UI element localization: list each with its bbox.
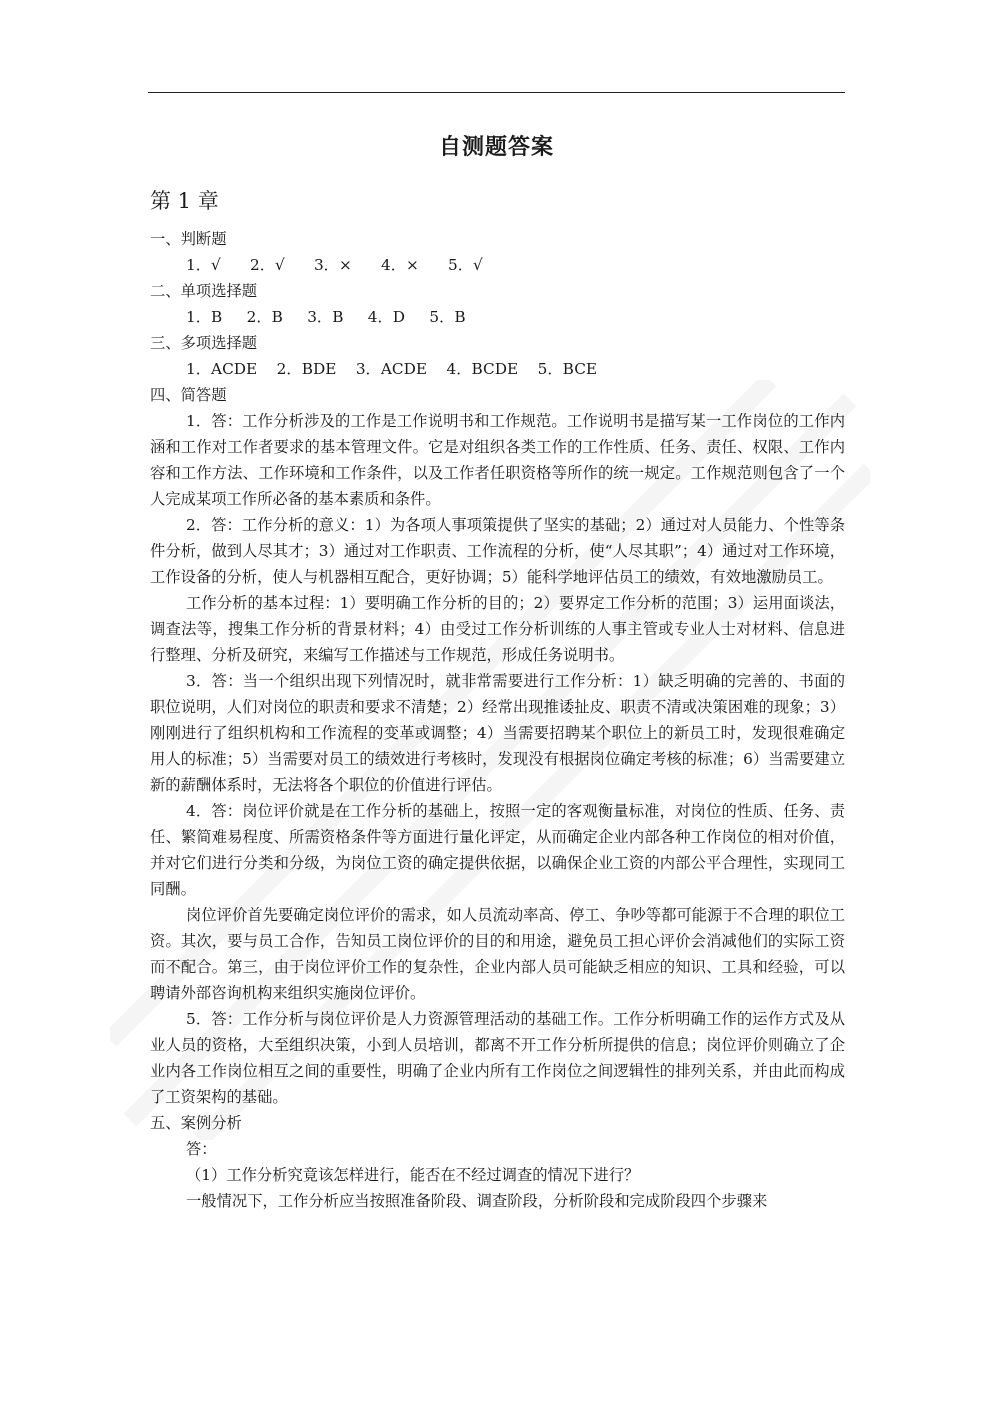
section-heading: 一、判断题 — [150, 230, 227, 248]
answer-item: 5．BCE — [537, 360, 598, 378]
chapter-heading: 第 1 章 — [150, 189, 219, 213]
answer-item: 2．B — [246, 308, 283, 326]
answer-item: 3．ACDE — [355, 360, 428, 378]
answer-item: 5．√ — [448, 256, 483, 274]
answer-body — [150, 226, 845, 1214]
answer-paragraph: 5．答：工作分析与岗位评价是人力资源管理活动的基础工作。工作分析明确工作的运作方式及从业人员的资格，大至组织决策，小到人员培训，都离不开工作分析所提供的信息；岗位评价则确立了企业内各工作岗位相互之间的重要性，明确了企业内所有工作岗位之间逻辑性的排列关系，并由此而构成了工资架构的基础。 — [150, 1010, 845, 1106]
answer-item: 1．B — [186, 308, 223, 326]
answer-row — [150, 304, 845, 330]
section-heading: 三、多项选择题 — [150, 334, 258, 352]
answer-paragraph: 4．答：岗位评价就是在工作分析的基础上，按照一定的客观衡量标准，对岗位的性质、任务、责任、繁简难易程度、所需资格条件等方面进行量化评定，从而确定企业内部各种工作岗位的相对价值，并对它们进行分类和分级，为岗位工资的确定提供依据，以确保企业工资的内部公平合理性，实现同工同酬。 — [150, 802, 845, 898]
case-question: （1）工作分析究竟该怎样进行，能否在不经过调查的情况下进行？ — [186, 1166, 640, 1184]
answer-item: 2．√ — [249, 256, 285, 274]
answer-row — [150, 356, 845, 382]
case-answer-text: 一般情况下，工作分析应当按照准备阶段、调查阶段，分析阶段和完成阶段四个步骤来 — [186, 1192, 768, 1210]
answer-item: 4．BCDE — [446, 360, 519, 378]
answer-paragraph: 工作分析的基本过程：1）要明确工作分析的目的；2）要界定工作分析的范围；3）运用面谈法，调查法等，搜集工作分析的背景材料；4）由受过工作分析训练的人事主管或专业人士对材料、信息进行整理、分析及研究，来编写工作描述与工作规范，形成任务说明书。 — [150, 594, 845, 664]
answer-row — [150, 252, 845, 278]
case-answer-label: 答： — [186, 1140, 217, 1158]
answer-item: 4．× — [380, 256, 419, 274]
answer-paragraph: 3．答：当一个组织出现下列情况时，就非常需要进行工作分析：1）缺乏明确的完善的、书面的职位说明，人们对岗位的职责和要求不清楚；2）经常出现推诿扯皮、职责不清或决策困难的现象；3）刚刚进行了组织机构和工作流程的变革或调整；4）当需要招聘某个职位上的新员工时，发现很难确定用人的标准；5）当需要对员工的绩效进行考核时，发现没有根据岗位确定考核的标准；6）当需要建立新的薪酬体系时，无法将各个职位的价值进行评估。 — [150, 672, 845, 794]
answer-item: 4．D — [367, 308, 406, 326]
answer-item: 3．B — [307, 308, 344, 326]
section-heading: 二、单项选择题 — [150, 282, 258, 300]
page-title: 自测题答案 — [438, 135, 554, 160]
answer-item: 5．B — [429, 308, 466, 326]
section-heading: 四、简答题 — [150, 386, 227, 404]
answer-item: 1．ACDE — [186, 360, 258, 378]
answer-paragraph: 2．答：工作分析的意义：1）为各项人事项策提供了坚实的基础；2）通过对人员能力、个性等条件分析，做到人尽其才；3）通过对工作职责、工作流程的分析，使“人尽其职”；4）通过对工作环境，工作设备的分析，使人与机器相互配合，更好协调；5）能科学地评估员工的绩效，有效地激励员工。 — [150, 516, 845, 586]
top-rule — [148, 92, 845, 93]
answer-paragraph: 岗位评价首先要确定岗位评价的需求，如人员流动率高、停工、争吵等都可能源于不合理的职位工资。其次，要与员工合作，告知员工岗位评价的目的和用途，避免员工担心评价会消减他们的实际工资而不配合。第三，由于岗位评价工作的复杂性，企业内部人员可能缺乏相应的知识、工具和经验，可以聘请外部咨询机构来组织实施岗位评价。 — [150, 906, 845, 1002]
answer-item: 1．√ — [186, 256, 221, 274]
answer-paragraph: 1．答：工作分析涉及的工作是工作说明书和工作规范。工作说明书是描写某一工作岗位的工作内涵和工作对工作者要求的基本管理文件。它是对组织各类工作的工作性质、任务、责任、权限、工作内容和工作方法、工作环境和工作条件，以及工作者任职资格等所作的统一规定。工作规范则包含了一个人完成某项工作所必备的基本素质和条件。 — [150, 412, 845, 508]
section-heading: 五、案例分析 — [150, 1114, 242, 1132]
answer-item: 2．BDE — [276, 360, 337, 378]
answer-item: 3．× — [313, 256, 352, 274]
